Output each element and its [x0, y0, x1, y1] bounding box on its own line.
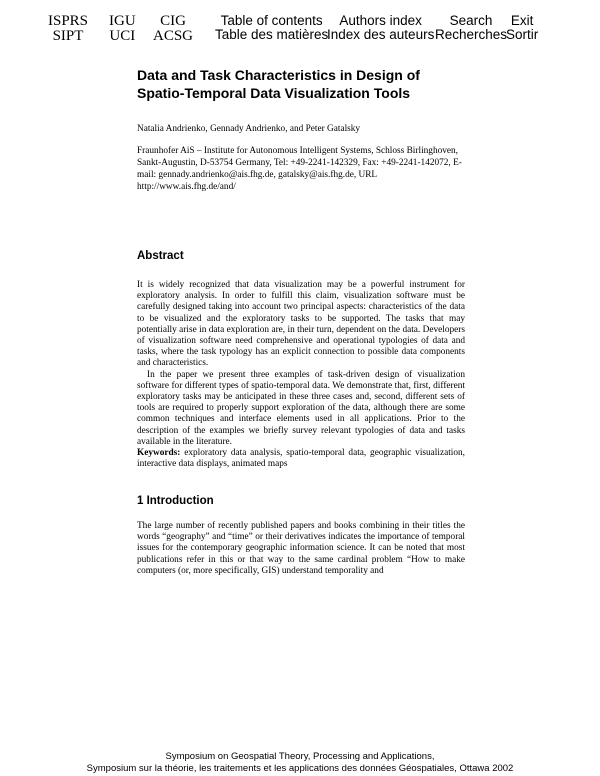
nav-exit-fr-label: Sortir: [506, 27, 539, 42]
abstract-paragraph-1: It is widely recognized that data visualization may be a powerful instrument for exploratory analysis. In order to fulfill this claim, visualization software must be carefully designed taking into account two principal aspects: characteristics of the data to be visualized and the exploratory tasks to be supported. The tasks that may potentially arise in data exploration are, in their turn, dependent on the data. Developers of visualization software need comprehensive and operational typologies of data and tasks, where the task typology has an explicit connection to possible data components and characteristics.: [137, 280, 465, 369]
nav-uci-label: UCI: [109, 28, 136, 44]
footer-line-2: Symposium sur la théorie, les traitements et les applications des données Géospatiales, Ottawa 2002: [86, 763, 514, 774]
paper-title: [137, 66, 467, 102]
nav-exit-link[interactable]: [506, 14, 538, 42]
nav-cig-link[interactable]: [153, 14, 193, 44]
keywords-label: Keywords:: [137, 448, 181, 459]
introduction-heading: 1 Introduction: [137, 495, 214, 507]
introduction-paragraph-1: The large number of recently published papers and books combining in their titles the words “geography” and “time” or their derivatives indicates the importance of temporal issues for the contemporary geographic information science. It can be noted that most publications refer in this or that way to the same cardinal problem “How to make computers (or, more specifically, GIS) understand temporality and: [137, 521, 465, 576]
nav-authors-fr-label: Index des auteurs: [327, 27, 435, 42]
introduction-body: [137, 521, 465, 577]
paper-title-line1: Data and Task Characteristics in Design of: [137, 67, 420, 83]
nav-cig-label: CIG: [160, 13, 186, 29]
nav-isprs-link[interactable]: [48, 14, 88, 44]
paper-authors: Natalia Andrienko, Gennady Andrienko, and Peter Gatalsky: [137, 124, 361, 134]
keywords-text: exploratory data analysis, spatio-temporal data, geographic visualization, interactive data displays, animated maps: [137, 448, 465, 470]
paper-affiliation: Fraunhofer AiS – Institute for Autonomous Intelligent Systems, Schloss Birlinghoven, Sankt-Augustin, D-53754 Germany, Tel: +49-2241-142329, Fax: +49-2241-142072, E-mail: gennady.andrienko@ais.fhg.de, gatalsky@ais.fhg.de, URL http://www.ais.fhg.de/and/: [137, 146, 462, 192]
nav-search-fr-label: Recherches: [435, 27, 508, 42]
abstract-heading: Abstract: [137, 250, 184, 262]
nav-toc-label: Table of contents: [220, 13, 323, 28]
nav-table-of-contents-link[interactable]: [215, 14, 328, 42]
keywords: [137, 448, 465, 470]
nav-authors-label: Authors index: [339, 13, 422, 28]
abstract-body: [137, 280, 465, 470]
nav-search-label: Search: [449, 13, 493, 28]
nav-toc-fr-label: Table des matières: [215, 27, 329, 42]
nav-sipt-label: SIPT: [52, 28, 84, 44]
nav-igu-label: IGU: [109, 13, 136, 29]
nav-exit-label: Exit: [510, 13, 534, 28]
footer-line-1: Symposium on Geospatial Theory, Processing and Applications,: [165, 751, 435, 762]
nav-authors-index-link[interactable]: [327, 14, 434, 42]
nav-igu-link[interactable]: [109, 14, 136, 44]
nav-search-link[interactable]: [435, 14, 507, 42]
abstract-paragraph-2: In the paper we present three examples of task-driven design of visualization software for different types of spatio-temporal data. We demonstrate that, first, different exploratory tasks may be anticipated in these three cases and, second, different sets of tools are required to properly support exploration of the data, although there are some common techniques and interface elements used in all applications. Prior to the description of the examples we briefly survey relevant typologies of data and tasks available in the literature.: [137, 369, 465, 447]
nav-acsg-label: ACSG: [153, 28, 194, 44]
paper-title-line2: Spatio-Temporal Data Visualization Tools: [137, 85, 411, 101]
nav-isprs-label: ISPRS: [48, 13, 89, 29]
